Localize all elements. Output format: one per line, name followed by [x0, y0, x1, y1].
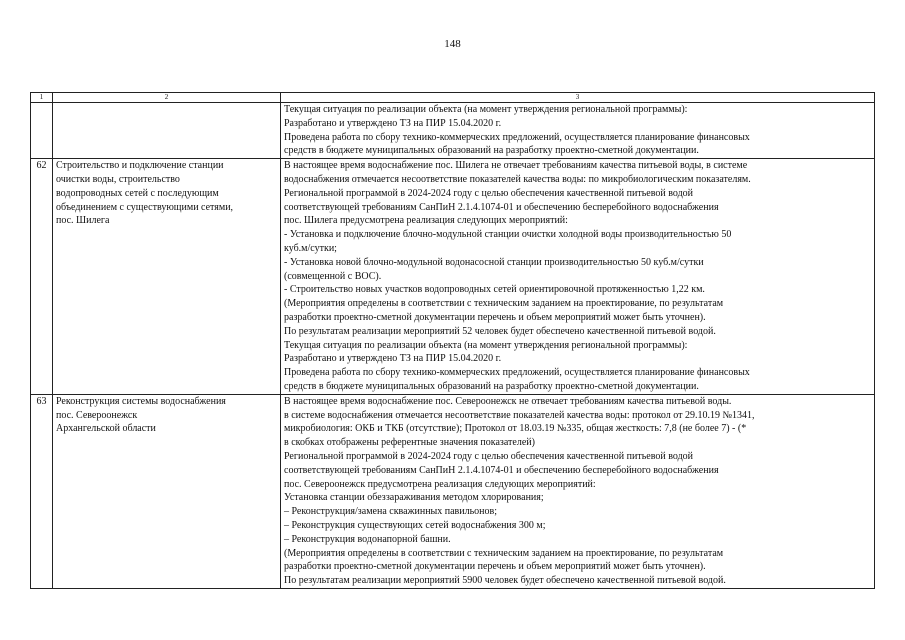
table-row [31, 394, 875, 588]
description-line: Проведена работа по сбору технико-коммерческих предложений, осуществляется планирование финансовых [284, 131, 750, 143]
object-title [53, 159, 281, 395]
description-line: водоснабжения отмечается несоответствие показателей качества воды: по микробиологическим показателям. [284, 173, 751, 185]
object-title-line: пос. Североонежск [56, 409, 138, 421]
description-line: (Мероприятия определены в соответствии с техническим заданием на проектирование, по результатам [284, 298, 724, 310]
description-line: соответствующей требованиям СанПиН 2.1.4.1074-01 и обеспечению бесперебойного водоснабжения [284, 201, 719, 213]
row-number: 62 [31, 159, 53, 395]
description-line: в скобках отображены референтные значения показателей) [284, 437, 535, 449]
description-line: Текущая ситуация по реализации объекта (на момент утверждения региональной программы): [284, 339, 688, 351]
object-title [53, 394, 281, 588]
description-line: По результатам реализации мероприятий 5900 человек будет обеспечено качественной питьевой водой. [284, 575, 726, 587]
description-line: разработки проектно-сметной документации перечень и объем мероприятий может быть уточнен). [284, 561, 706, 573]
description-line: Региональной программой в 2024-2024 году с целью обеспечения качественной питьевой водой [284, 450, 694, 462]
description-line: По результатам реализации мероприятий 52 человек будет обеспечено качественной питьевой водой. [284, 325, 716, 337]
object-description [281, 159, 875, 395]
object-title-line: Архангельской области [56, 423, 156, 435]
object-title-line: Реконструкция системы водоснабжения [56, 395, 226, 407]
description-line: пос. Североонежск предусмотрена реализация следующих мероприятий: [284, 478, 596, 490]
description-line: – Реконструкция существующих сетей водоснабжения 300 м; [284, 519, 546, 531]
description-line: Разработано и утверждено ТЗ на ПИР 15.04.2020 г. [284, 117, 502, 129]
page-number: 148 [444, 38, 461, 50]
description-line: Проведена работа по сбору технико-коммерческих предложений, осуществляется планирование финансовых [284, 367, 750, 379]
row-number: 63 [31, 394, 53, 588]
column-header-object: 2 [53, 93, 281, 103]
description-line: В настоящее время водоснабжение пос. Шилега не отвечает требованиям качества питьевой воды, в системе [284, 160, 748, 172]
description-line: - Установка новой блочно-модульной водонасосной станции производительностью 50 куб.м/сутки [284, 256, 704, 268]
object-title-line: Строительство и подключение станции [56, 160, 224, 172]
description-line: Текущая ситуация по реализации объекта (на момент утверждения региональной программы): [284, 104, 688, 115]
object-title-line: очистки воды, строительство [56, 173, 180, 185]
description-line: соответствующей требованиям СанПиН 2.1.4.1074-01 и обеспечению бесперебойного водоснабжения [284, 464, 719, 476]
description-line: – Реконструкция водонапорной башни. [284, 533, 451, 545]
description-line: разработки проектно-сметной документации перечень и объем мероприятий может быть уточнен). [284, 311, 706, 323]
description-line: – Реконструкция/замена скважинных павильонов; [284, 506, 498, 518]
description-line: пос. Шилега предусмотрена реализация следующих мероприятий: [284, 215, 568, 227]
table-row [31, 103, 875, 159]
object-description [281, 394, 875, 588]
column-header-number: 1 [31, 93, 53, 103]
description-line: В настоящее время водоснабжение пос. Североонежск не отвечает требованиям качества питьевой воды. [284, 395, 732, 407]
description-line: Региональной программой в 2024-2024 году с целью обеспечения качественной питьевой водой [284, 187, 694, 199]
description-line: - Установка и подключение блочно-модульной станции очистки холодной воды производительностью 50 [284, 229, 732, 241]
object-title-line: пос. Шилега [56, 215, 110, 227]
description-line: в системе водоснабжения отмечается несоответствие показателей качества воды: протокол от 29.10.19 №1341, [284, 409, 755, 421]
description-line: Установка станции обеззараживания методом хлорирования; [284, 492, 544, 504]
description-line: средств в бюджете муниципальных образований на разработку проектно-сметной документации. [284, 380, 699, 392]
column-header-description: 3 [281, 93, 875, 103]
object-title [53, 103, 281, 159]
description-line: микробиология: ОКБ и ТКБ (отсутствие); Протокол от 18.03.19 №335, общая жесткость: 7,8 (не более 7) - (* [284, 423, 747, 435]
description-line: - Строительство новых участков водопроводных сетей ориентировочной протяженностью 1,22 км. [284, 284, 705, 296]
object-description [281, 103, 875, 159]
row-number [31, 103, 53, 159]
object-title-line: объединением с существующими сетями, [56, 201, 234, 213]
description-line: средств в бюджете муниципальных образований на разработку проектно-сметной документации. [284, 145, 699, 157]
table-row [31, 159, 875, 395]
description-line: куб.м/сутки; [284, 242, 337, 254]
measures-table [30, 92, 875, 589]
object-title-line: водопроводных сетей с последующим [56, 187, 219, 199]
description-line: Разработано и утверждено ТЗ на ПИР 15.04.2020 г. [284, 353, 502, 365]
table-header-row [31, 93, 875, 103]
description-line: (совмещенной с ВОС). [284, 270, 382, 282]
description-line: (Мероприятия определены в соответствии с техническим заданием на проектирование, по результатам [284, 547, 724, 559]
